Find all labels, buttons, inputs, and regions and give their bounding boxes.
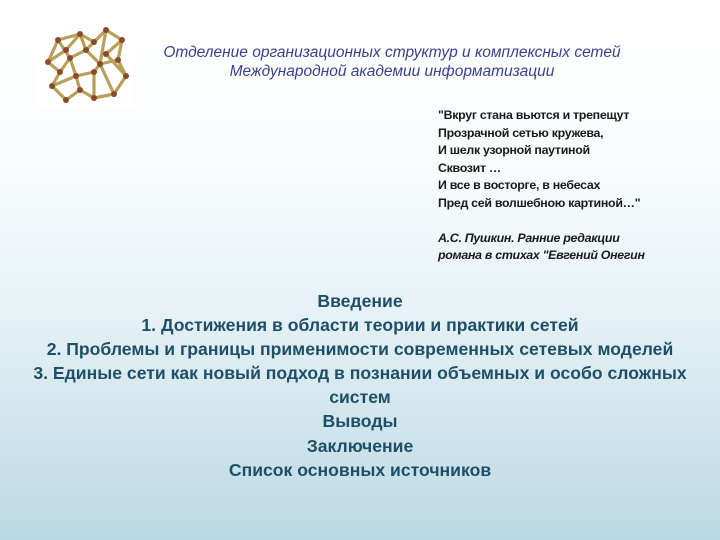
epigraph-line: И все в восторге, в небесах bbox=[438, 178, 601, 193]
organization-header-line-2: Международной академии информатизации bbox=[229, 63, 555, 80]
epigraph-line: Пред сей волшебною картиной…" bbox=[438, 195, 641, 210]
contents-item-conclusion: Заключение bbox=[306, 435, 414, 456]
organization-header bbox=[142, 43, 642, 81]
epigraph-line: И шелк узорной паутиной bbox=[438, 143, 590, 158]
contents-item-section-2: 2. Проблемы и границы применимости современных сетевых моделей bbox=[46, 339, 674, 360]
epigraph-spacer bbox=[438, 213, 716, 230]
knotted-network-icon bbox=[36, 20, 134, 108]
contents-item-section-1: 1. Достижения в области теории и практики сетей bbox=[141, 315, 579, 336]
organization-header-line-1: Отделение организационных структур и комплексных сетей bbox=[163, 44, 621, 61]
contents-item-section-3: 3. Единые сети как новый подход в познании объемных и особо сложных систем bbox=[33, 363, 687, 408]
epigraph-line: "Вкруг стана вьются и трепещут bbox=[438, 108, 630, 122]
table-of-contents bbox=[20, 289, 700, 482]
epigraph-attribution-line: романа в стихах "Евгений Онегин bbox=[438, 248, 645, 263]
contents-item-references: Список основных источников bbox=[228, 459, 492, 480]
contents-item-findings: Выводы bbox=[322, 411, 398, 432]
epigraph-attribution-line: А.С. Пушкин. Ранние редакции bbox=[438, 230, 620, 245]
contents-item-introduction: Введение bbox=[317, 291, 403, 311]
epigraph-line: Сквозит … bbox=[438, 160, 501, 175]
epigraph-line: Прозрачной сетью кружева, bbox=[438, 125, 604, 140]
logo-image bbox=[36, 20, 134, 108]
epigraph bbox=[438, 107, 716, 265]
